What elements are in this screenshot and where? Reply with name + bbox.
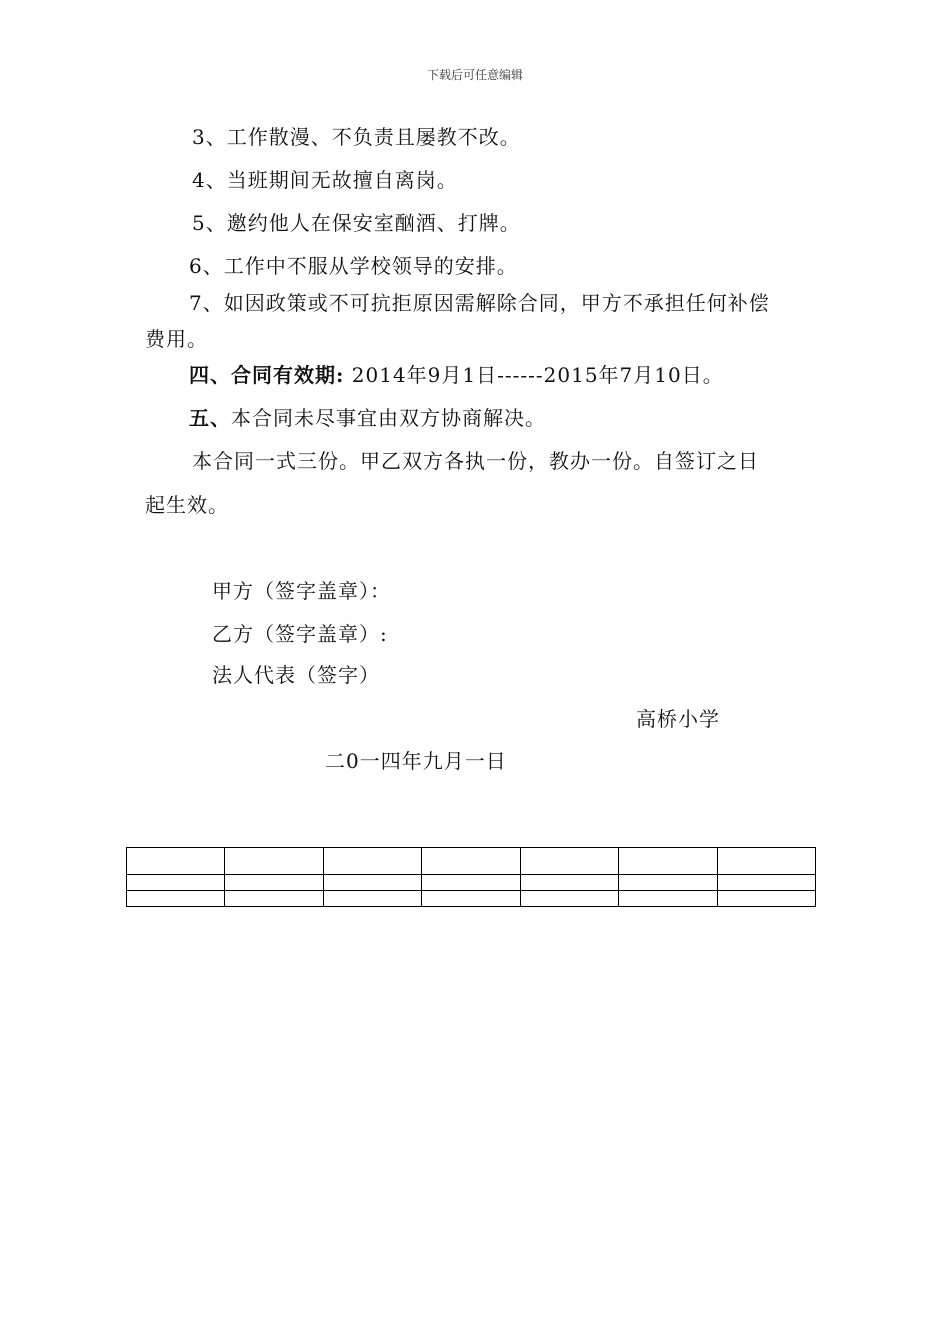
table-row xyxy=(127,875,816,891)
table-cell xyxy=(717,848,815,875)
section-contract-period-text: 2014年9月1日------2015年7月10日。 xyxy=(344,363,724,387)
section-other-matters-text: 本合同未尽事宜由双方协商解决。 xyxy=(231,406,546,430)
signature-school-name: 高桥小学 xyxy=(636,707,720,731)
table-cell xyxy=(422,848,520,875)
table-cell xyxy=(225,891,323,907)
table-cell xyxy=(127,875,225,891)
table-cell xyxy=(422,891,520,907)
table-cell xyxy=(225,848,323,875)
table-cell xyxy=(323,891,421,907)
section-other-matters xyxy=(189,405,546,431)
table-cell xyxy=(717,891,815,907)
table-cell xyxy=(127,848,225,875)
section-other-matters-heading: 五、 xyxy=(189,406,231,430)
table-cell xyxy=(520,875,618,891)
section-contract-period-heading: 四、合同有效期: xyxy=(189,363,345,387)
clause-item-4: 4、当班期间无故擅自离岗。 xyxy=(192,168,458,192)
table-row xyxy=(127,891,816,907)
clause-item-5: 5、邀约他人在保安室酗酒、打牌。 xyxy=(192,211,521,235)
signature-date: 二0一四年九月一日 xyxy=(325,749,507,773)
table-cell xyxy=(225,875,323,891)
table-cell xyxy=(520,891,618,907)
blank-footer-table xyxy=(126,847,816,907)
signature-party-a: 甲方（签字盖章）： xyxy=(212,579,391,603)
section-contract-period xyxy=(189,362,724,388)
table-cell xyxy=(127,891,225,907)
table-cell xyxy=(619,848,717,875)
table-cell xyxy=(323,875,421,891)
closing-line-1: 本合同一式三份。甲乙双方各执一份，教办一份。自签订之日 xyxy=(192,449,759,473)
table-cell xyxy=(323,848,421,875)
clause-item-7-line2: 费用。 xyxy=(145,327,208,351)
page-header-note: 下载后可任意编辑 xyxy=(426,68,523,82)
clause-item-3: 3、工作散漫、不负责且屡教不改。 xyxy=(192,125,521,149)
signature-party-b: 乙方（签字盖章）: xyxy=(212,622,388,646)
signature-legal-rep: 法人代表（签字） xyxy=(212,663,380,687)
table-cell xyxy=(520,848,618,875)
clause-item-7-line1: 7、如因政策或不可抗拒原因需解除合同，甲方不承担任何补偿 xyxy=(189,291,770,315)
table-cell xyxy=(619,875,717,891)
table-cell xyxy=(422,875,520,891)
table-cell xyxy=(619,891,717,907)
table-row xyxy=(127,848,816,875)
clause-item-6: 6、工作中不服从学校领导的安排。 xyxy=(189,254,518,278)
closing-line-2: 起生效。 xyxy=(145,493,229,517)
table-cell xyxy=(717,875,815,891)
